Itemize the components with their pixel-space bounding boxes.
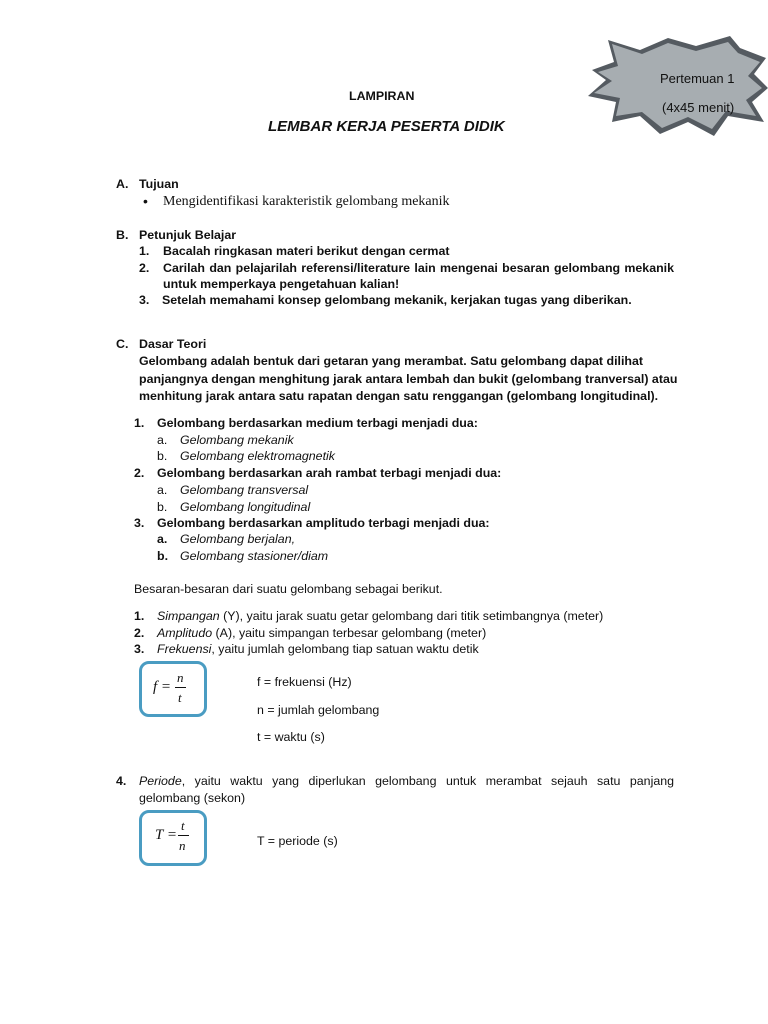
section-a-item: Mengidentifikasi karakteristik gelombang mekanik — [163, 194, 450, 209]
list-item-text: Setelah memahami konsep gelombang mekanik, kerjakan tugas yang diberikan. — [162, 293, 632, 307]
sub-item-letter: b. — [157, 449, 168, 463]
list-item-number: 3. — [134, 642, 145, 656]
periode-item: Periode, yaitu waktu yang diperlukan gelombang untuk merambat sejauh satu panjang — [139, 774, 674, 788]
badge-line-1: Pertemuan 1 — [660, 71, 735, 86]
sub-item-text: Gelombang berjalan, — [180, 532, 296, 546]
besaran-item: Frekuensi, yaitu jumlah gelombang tiap satuan waktu detik — [157, 642, 479, 656]
list-item-text: Bacalah ringkasan materi berikut dengan cermat — [163, 244, 450, 258]
bullet-icon: • — [143, 193, 148, 209]
section-b-heading: Petunjuk Belajar — [139, 228, 237, 242]
lampiran-heading: LAMPIRAN — [349, 89, 415, 103]
section-b-letter: B. — [116, 228, 129, 242]
list-item-text-continued: untuk memperkaya pengetahuan kalian! — [163, 277, 400, 291]
fraction-bar — [178, 835, 189, 836]
formula-denominator: t — [178, 690, 182, 705]
sub-item-letter: a. — [157, 433, 168, 447]
sub-item-text: Gelombang mekanik — [180, 433, 294, 447]
section-a-letter: A. — [116, 177, 129, 191]
list-item-text: Gelombang berdasarkan medium terbagi menjadi dua: — [157, 416, 478, 430]
paragraph-line: menhitung jarak antara satu rapatan dengan satu renggangan (gelombang longitudinal). — [139, 389, 659, 403]
badge-line-2: (4x45 menit) — [662, 100, 735, 115]
sub-item-letter: b. — [157, 549, 169, 563]
list-item-number: 3. — [134, 516, 145, 530]
sub-item-text: Gelombang elektromagnetik — [180, 449, 335, 463]
formula-lhs: T = — [155, 827, 177, 843]
besaran-intro: Besaran-besaran dari suatu gelombang sebagai berikut. — [134, 582, 443, 596]
list-item-text: Gelombang berdasarkan arah rambat terbagi menjadi dua: — [157, 466, 502, 480]
sub-item-text: Gelombang transversal — [180, 483, 309, 497]
formula-legend: n = jumlah gelombang — [257, 703, 380, 717]
sub-item-text: Gelombang longitudinal — [180, 500, 311, 514]
paragraph-line: panjangnya dengan menghitung jarak antara lembah dan bukit (gelombang tranversal) atau — [139, 372, 678, 386]
list-item-number: 2. — [134, 626, 145, 640]
sub-item-letter: a. — [157, 532, 168, 546]
list-item-number: 1. — [134, 609, 145, 623]
section-c-letter: C. — [116, 337, 129, 351]
formula-legend: t = waktu (s) — [257, 730, 325, 744]
formula-legend: f = frekuensi (Hz) — [257, 675, 352, 689]
list-item-number: 2. — [134, 466, 145, 480]
list-item-number: 4. — [116, 774, 127, 788]
formula-numerator: t — [181, 818, 185, 833]
sub-item-text: Gelombang stasioner/diam — [180, 549, 329, 563]
list-item-text: Gelombang berdasarkan amplitudo terbagi menjadi dua: — [157, 516, 490, 530]
formula-box-frequency — [139, 661, 207, 717]
section-c-heading: Dasar Teori — [139, 337, 207, 351]
formula-denominator: n — [179, 838, 186, 853]
formula-legend: T = periode (s) — [257, 834, 338, 848]
fraction-bar — [175, 687, 186, 688]
periode-item-continued: gelombang (sekon) — [139, 791, 246, 805]
formula-numerator: n — [177, 670, 184, 685]
list-item-text: Carilah dan pelajarilah referensi/literature lain mengenai besaran gelombang mekanik — [163, 261, 674, 275]
list-item-number: 2. — [139, 261, 150, 275]
section-a-heading: Tujuan — [139, 177, 179, 191]
sub-item-letter: a. — [157, 483, 168, 497]
sub-item-letter: b. — [157, 500, 168, 514]
page-title: LEMBAR KERJA PESERTA DIDIK — [268, 118, 505, 135]
besaran-item: Simpangan (Y), yaitu jarak suatu getar gelombang dari titik setimbangnya (meter) — [157, 609, 604, 623]
list-item-number: 1. — [134, 416, 145, 430]
besaran-item: Amplitudo (A), yaitu simpangan terbesar gelombang (meter) — [157, 626, 487, 640]
formula-lhs: f = — [153, 679, 172, 695]
list-item-number: 1. — [139, 244, 150, 258]
paragraph-line: Gelombang adalah bentuk dari getaran yang merambat. Satu gelombang dapat dilihat — [139, 354, 643, 368]
list-item-number: 3. — [139, 293, 150, 307]
formula-box-period — [139, 810, 207, 866]
